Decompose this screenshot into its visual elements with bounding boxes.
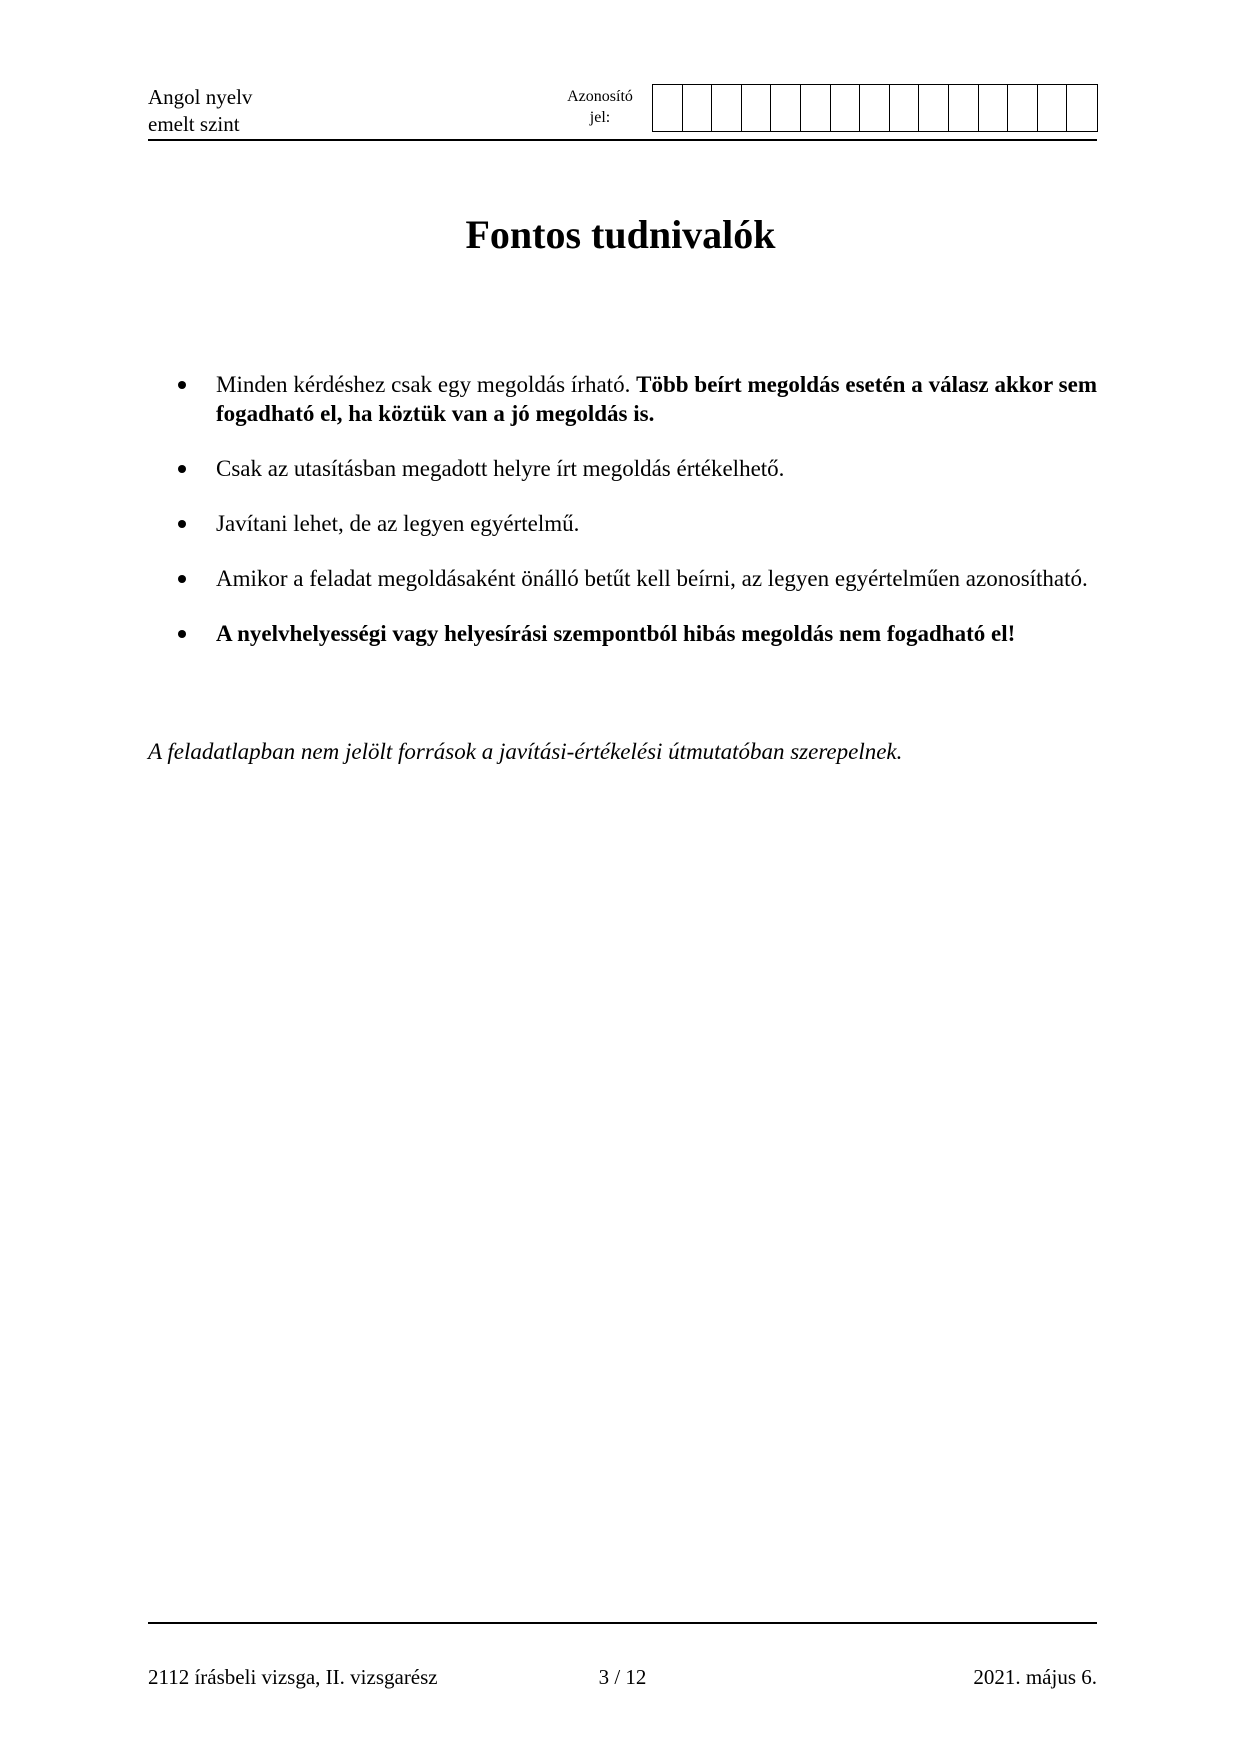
- id-box[interactable]: [1067, 85, 1097, 131]
- instruction-item: [148, 454, 1097, 483]
- id-label-line2: jel:: [589, 109, 611, 126]
- instruction-text: Csak az utasításban megadott helyre írt megoldás értékelhető.: [216, 456, 785, 481]
- page-title: Fontos tudnivalók: [465, 212, 776, 257]
- instruction-text: Javítani lehet, de az legyen egyértelmű.: [216, 511, 580, 536]
- id-box[interactable]: [712, 85, 742, 131]
- instruction-text: Amikor a feladat megoldásaként önálló betűt kell beírni, az legyen egyértelműen azonosítható.: [216, 566, 1088, 591]
- instruction-emphasis: A nyelvhelyességi vagy helyesírási szempontból hibás megoldás nem fogadható el!: [216, 621, 1016, 646]
- id-box[interactable]: [831, 85, 861, 131]
- id-box[interactable]: [890, 85, 920, 131]
- subject-block: [148, 84, 252, 138]
- id-label: [560, 86, 640, 128]
- sources-note: A feladatlapban nem jelölt források a javítási-értékelési útmutatóban szerepelnek.: [148, 739, 903, 764]
- instruction-emphasis: Több beírt megoldás esetén a válasz akkor sem fogadható el, ha köztük van a jó megoldás is.: [216, 372, 1097, 426]
- bullet-dot-icon: [178, 465, 186, 473]
- page-header: [148, 84, 1097, 141]
- id-box[interactable]: [860, 85, 890, 131]
- bullet-dot-icon: [178, 630, 186, 638]
- id-box[interactable]: [979, 85, 1009, 131]
- id-box[interactable]: [653, 85, 683, 131]
- footer-divider: [148, 1622, 1097, 1624]
- bullet-dot-icon: [178, 575, 186, 583]
- instruction-item: [148, 619, 1097, 648]
- subject-level: emelt szint: [148, 112, 240, 136]
- id-box[interactable]: [949, 85, 979, 131]
- id-box[interactable]: [742, 85, 772, 131]
- id-box[interactable]: [683, 85, 713, 131]
- page-number: 3 / 12: [598, 1665, 647, 1689]
- instruction-item: [148, 370, 1097, 428]
- instruction-text: Minden kérdéshez csak egy megoldás írható.: [216, 372, 637, 397]
- subject-name: Angol nyelv: [148, 85, 253, 109]
- id-box[interactable]: [919, 85, 949, 131]
- id-box[interactable]: [1038, 85, 1068, 131]
- id-box[interactable]: [1008, 85, 1038, 131]
- bullet-dot-icon: [178, 520, 186, 528]
- id-box[interactable]: [801, 85, 831, 131]
- instruction-item: [148, 509, 1097, 538]
- bullet-dot-icon: [178, 381, 186, 389]
- id-code-boxes[interactable]: [652, 84, 1098, 132]
- id-box[interactable]: [771, 85, 801, 131]
- id-label-line1: Azonosító: [567, 88, 633, 105]
- exam-date: 2021. május 6.: [973, 1665, 1097, 1689]
- instruction-item: [148, 564, 1097, 593]
- instruction-list: [148, 370, 1097, 674]
- exam-code: 2112 írásbeli vizsga, II. vizsgarész: [148, 1665, 438, 1689]
